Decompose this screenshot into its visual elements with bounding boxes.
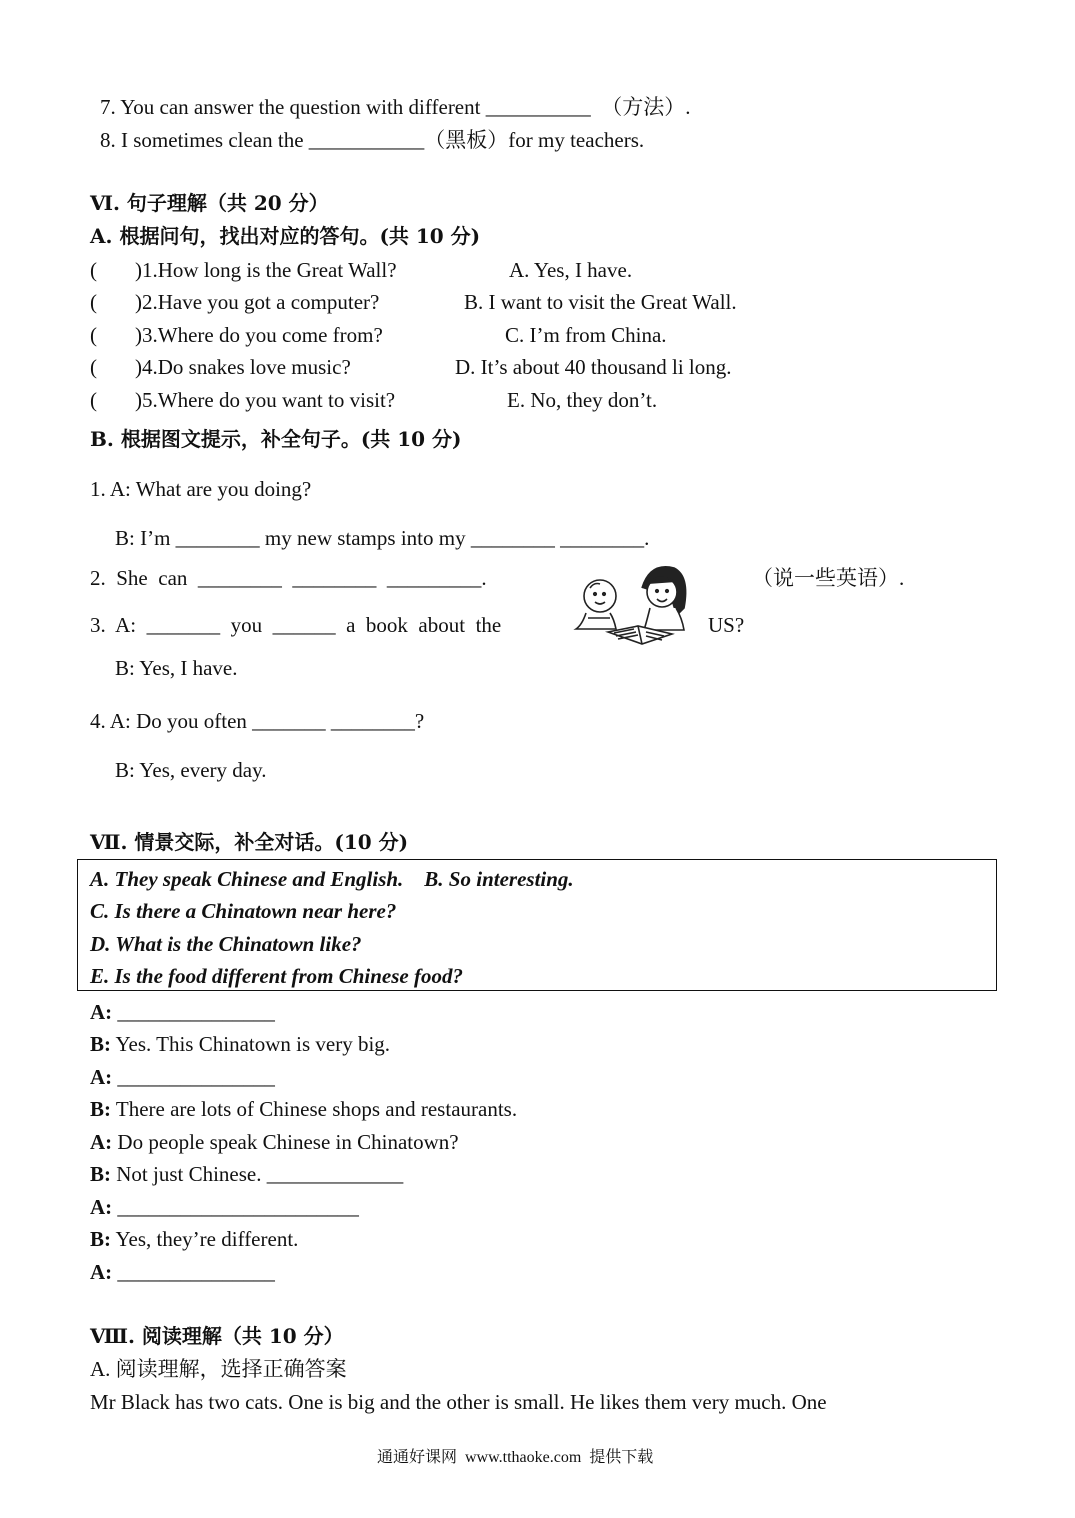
dialog-text: Do people speak Chinese in Chinatown?: [112, 1130, 459, 1154]
fill-question-8: 8. I sometimes clean the ___________（黑板）for my teachers.: [100, 128, 645, 152]
dialog-line: [90, 1161, 403, 1187]
section-7-heading: Ⅶ. 情景交际，补全对话。(10 分): [90, 830, 409, 854]
reading-passage: Mr Black has two cats. One is big and the other is small. He likes them very much. One: [90, 1390, 827, 1414]
option-line: E. Is the food different from Chinese food?: [90, 964, 463, 988]
children-reading-illustration: [570, 558, 695, 658]
speaker-label: A:: [90, 1065, 113, 1089]
dialog-text[interactable]: _______________: [112, 1000, 275, 1024]
dialog-text[interactable]: Not just Chinese. _____________: [111, 1162, 404, 1186]
dialog-text: Yes. This Chinatown is very big.: [111, 1032, 391, 1056]
b4-answer: B: Yes, every day.: [115, 758, 267, 782]
answer-paren[interactable]: (: [90, 290, 97, 314]
match-answer: D. It’s about 40 thousand li long.: [455, 355, 732, 379]
section-8-heading: Ⅷ. 阅读理解（共 10 分）: [90, 1324, 344, 1348]
page-footer: 通通好课网 www.tthaoke.com 提供下载: [377, 1449, 654, 1466]
speaker-label: B:: [90, 1032, 111, 1056]
b2-sentence: 2. She can ________ ________ _________.: [90, 566, 487, 590]
fill-question-7: 7. You can answer the question with different __________ （方法）.: [100, 95, 691, 119]
match-answer: C. I’m from China.: [505, 323, 667, 347]
match-answer: E. No, they don’t.: [507, 388, 658, 412]
answer-paren[interactable]: (: [90, 323, 97, 347]
match-question: )2.Have you got a computer?: [135, 290, 380, 314]
section-8a-subheading: A. 阅读理解，选择正确答案: [90, 1357, 347, 1381]
dialog-line: [90, 1259, 275, 1285]
section-6b-heading: B. 根据图文提示，补全句子。(共 10 分): [90, 427, 462, 451]
speaker-label: B:: [90, 1097, 111, 1121]
speaker-label: B:: [90, 1227, 111, 1251]
dialog-text: There are lots of Chinese shops and restaurants.: [111, 1097, 518, 1121]
match-answer: A. Yes, I have.: [509, 258, 633, 282]
dialog-line: [90, 1096, 517, 1122]
dialog-text[interactable]: _______________________: [112, 1195, 359, 1219]
answer-paren[interactable]: (: [90, 258, 97, 282]
answer-paren[interactable]: (: [90, 388, 97, 412]
b4-question: 4. A: Do you often _______ ________?: [90, 709, 425, 733]
dialog-line: [90, 999, 275, 1025]
b3-question-end: US?: [708, 613, 745, 637]
match-question: )4.Do snakes love music?: [135, 355, 351, 379]
dialog-line: [90, 1031, 390, 1057]
b3-answer: B: Yes, I have.: [115, 656, 238, 680]
section-6-heading: Ⅵ. 句子理解（共 20 分）: [90, 191, 329, 215]
option-line: C. Is there a Chinatown near here?: [90, 899, 397, 923]
section-6a-heading: A. 根据问句，找出对应的答句。(共 10 分): [90, 224, 481, 248]
b2-hint: （说一些英语）.: [752, 566, 905, 590]
dialog-text: Yes, they’re different.: [111, 1227, 299, 1251]
match-question: )1.How long is the Great Wall?: [135, 258, 397, 282]
b1-question: 1. A: What are you doing?: [90, 477, 312, 501]
speaker-label: A:: [90, 1195, 113, 1219]
speaker-label: B:: [90, 1162, 111, 1186]
option-line: A. They speak Chinese and English. B. So interesting.: [90, 867, 574, 891]
dialog-text[interactable]: _______________: [112, 1065, 275, 1089]
dialog-text[interactable]: _______________: [112, 1260, 275, 1284]
dialog-line: [90, 1129, 459, 1155]
dialog-line: [90, 1194, 359, 1220]
match-question: )5.Where do you want to visit?: [135, 388, 396, 412]
speaker-label: A:: [90, 1000, 113, 1024]
option-line: D. What is the Chinatown like?: [90, 932, 362, 956]
dialog-line: [90, 1226, 298, 1252]
speaker-label: A:: [90, 1260, 113, 1284]
match-question: )3.Where do you come from?: [135, 323, 383, 347]
answer-paren[interactable]: (: [90, 355, 97, 379]
dialog-line: [90, 1064, 275, 1090]
b1-answer: B: I’m ________ my new stamps into my ________ ________.: [115, 526, 650, 550]
speaker-label: A:: [90, 1130, 113, 1154]
match-answer: B. I want to visit the Great Wall.: [464, 290, 737, 314]
b3-question: 3. A: _______ you ______ a book about the: [90, 613, 502, 637]
